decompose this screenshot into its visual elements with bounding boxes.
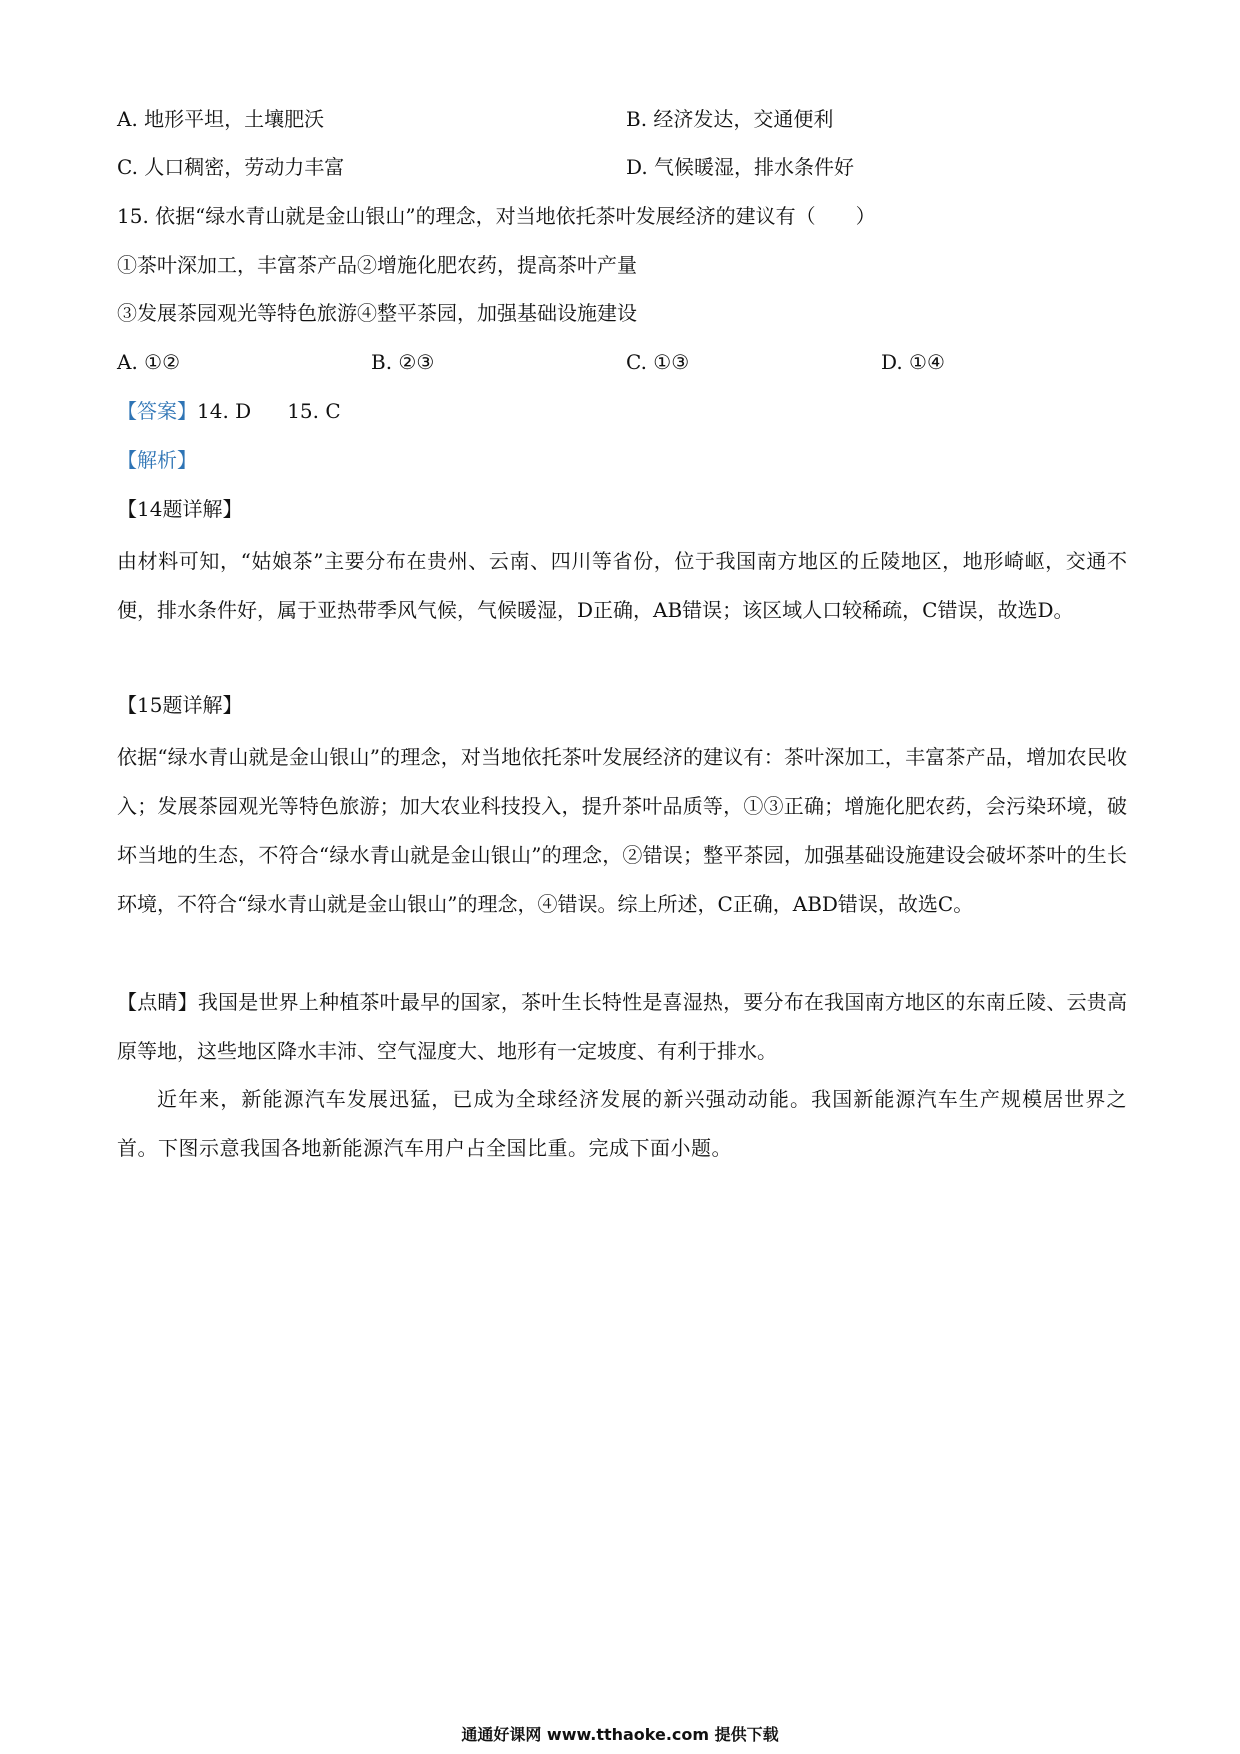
next-material-text: 近年来，新能源汽车发展迅猛，已成为全球经济发展的新兴强动动能。我国新能源汽车生产规模居世界之首。下图示意我国各地新能源汽车用户占全国比重。完成下面小题。 xyxy=(117,1087,1127,1160)
point-tag: 【点睛】 xyxy=(117,990,198,1014)
answer-q15: 15. C xyxy=(287,399,341,423)
q14-option-d: D. 气候暖湿，排水条件好 xyxy=(626,155,855,179)
point-paragraph xyxy=(117,978,1127,1076)
q15-statement-line-1: ①茶叶深加工，丰富茶产品②增施化肥农药，提高茶叶产量 xyxy=(117,253,637,277)
analysis-tag: 【解析】 xyxy=(117,448,197,472)
q14-detail-text: 由材料可知，“姑娘茶”主要分布在贵州、云南、四川等省份，位于我国南方地区的丘陵地区，地形崎岖，交通不便，排水条件好，属于亚热带季风气候，气候暖湿，D正确，AB错误；该区域人口较稀疏，C错误，故选D。 xyxy=(117,549,1127,622)
q14-option-b: B. 经济发达，交通便利 xyxy=(626,107,834,131)
answer-tag: 【答案】 xyxy=(117,399,197,423)
q15-stem: 15. 依据“绿水青山就是金山银山”的理念，对当地依托茶叶发展经济的建议有（ ） xyxy=(117,204,876,228)
q15-detail-text: 依据“绿水青山就是金山银山”的理念，对当地依托茶叶发展经济的建议有：茶叶深加工，丰富茶产品，增加农民收入；发展茶园观光等特色旅游；加大农业科技投入，提升茶叶品质等，①③正确；增施化肥农药，会污染环境，破坏当地的生态，不符合“绿水青山就是金山银山”的理念，②错误；整平茶园，加强基础设施建设会破坏茶叶的生长环境，不符合“绿水青山就是金山银山”的理念，④错误。综上所述，C正确，ABD错误，故选C。 xyxy=(117,745,1127,916)
q15-statement-line-2: ③发展茶园观光等特色旅游④整平茶园，加强基础设施建设 xyxy=(117,301,637,325)
answer-line xyxy=(117,396,341,426)
q15-option-c: C. ①③ xyxy=(626,350,690,374)
q15-option-a: A. ①② xyxy=(117,350,181,374)
page-footer: 通通好课网 www.tthaoke.com 提供下载 xyxy=(461,1725,779,1744)
answer-q14: 14. D xyxy=(197,399,252,423)
q15-option-b: B. ②③ xyxy=(371,350,435,374)
q15-option-d: D. ①④ xyxy=(881,350,945,374)
q14-option-c: C. 人口稠密，劳动力丰富 xyxy=(117,155,345,179)
q14-detail-heading: 【14题详解】 xyxy=(117,497,243,521)
point-text: 我国是世界上种植茶叶最早的国家，茶叶生长特性是喜湿热，要分布在我国南方地区的东南丘陵、云贵高原等地，这些地区降水丰沛、空气湿度大、地形有一定坡度、有利于排水。 xyxy=(117,990,1128,1063)
q15-detail-heading: 【15题详解】 xyxy=(117,693,243,717)
q14-option-a: A. 地形平坦，土壤肥沃 xyxy=(117,107,325,131)
